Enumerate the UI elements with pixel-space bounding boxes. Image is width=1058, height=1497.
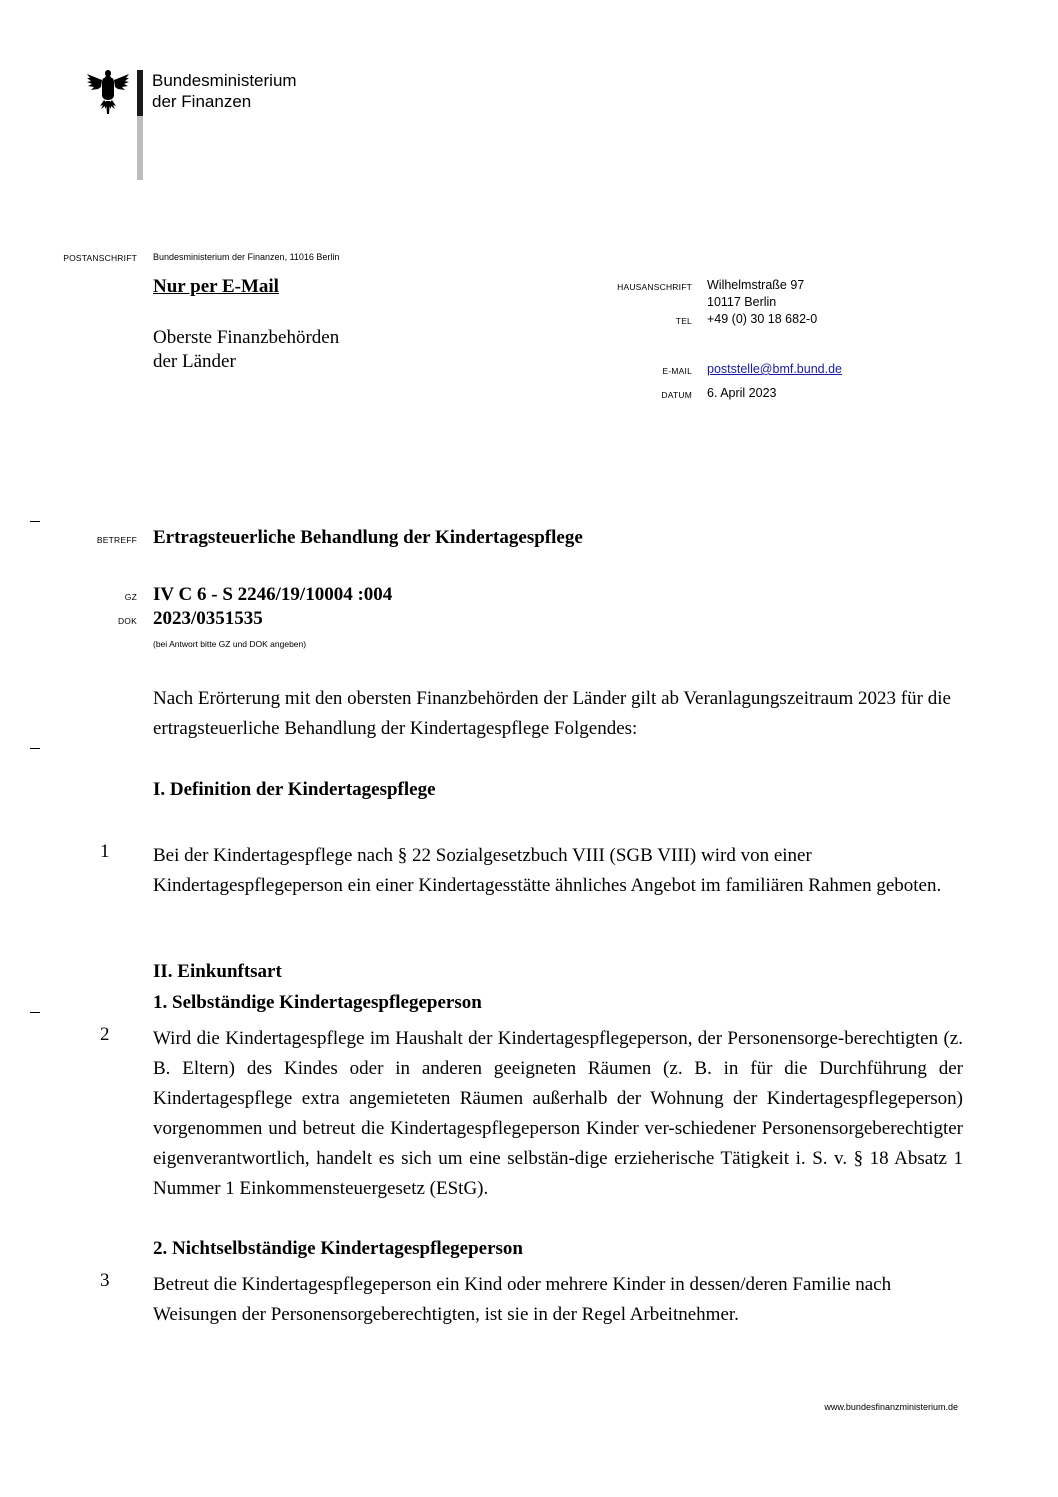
recipient-line1: Oberste Finanzbehörden [153, 327, 340, 348]
fold-mark [30, 521, 40, 522]
dok-label: DOK [117, 616, 137, 626]
paragraph: Bei der Kindertagespflege nach § 22 Sozialgesetzbuch VIII (SGB VIII) wird von einer Kindertagespflegeperson ein einer Kindertagesstätte ähnliches Angebot im familiären Rahmen geboten. [153, 845, 942, 896]
fold-mark [30, 748, 40, 749]
reply-note: (bei Antwort bitte GZ und DOK angeben) [153, 639, 307, 649]
subsection-heading: 1. Selbständige Kindertagespflegeperson [153, 992, 482, 1013]
subsection-heading: 2. Nichtselbständige Kindertagespflegeperson [153, 1238, 523, 1259]
tel-label: TEL [675, 316, 692, 326]
gz-label: GZ [124, 592, 137, 602]
section-heading: II. Einkunftsart [153, 961, 282, 982]
email-link[interactable]: poststelle@bmf.bund.de [707, 362, 842, 376]
datum-label: DATUM [661, 390, 692, 400]
paragraph: Betreut die Kindertagespflegeperson ein Kind oder mehrere Kinder in dessen/deren Familie nach Weisungen der Personensorgeberechtigten, ist sie in der Regel Arbeitnehmer. [153, 1274, 892, 1325]
postanschrift-value: Bundesministerium der Finanzen, 11016 Berlin [153, 252, 340, 262]
betreff-label: BETREFF [96, 535, 137, 545]
margin-number: 3 [100, 1270, 110, 1291]
section-heading: I. Definition der Kindertagespflege [153, 779, 436, 800]
footer-url: www.bundesfinanzministerium.de [824, 1402, 958, 1412]
logo-text-line2: der Finanzen [152, 92, 252, 111]
margin-number: 2 [100, 1024, 110, 1045]
gz-value: IV C 6 - S 2246/19/10004 :004 [153, 584, 393, 605]
sender-street: Wilhelmstraße 97 [707, 278, 805, 292]
sender-city: 10117 Berlin [707, 295, 777, 309]
delivery-note: Nur per E-Mail [153, 276, 279, 297]
intro-paragraph: Nach Erörterung mit den obersten Finanzbehörden der Länder gilt ab Veranlagungszeitraum 2023 für die ertragsteuerliche Behandlung der Kindertagespflege Folgendes: [153, 688, 951, 739]
recipient-line2: der Länder [153, 351, 236, 372]
betreff-value: Ertragsteuerliche Behandlung der Kindertagespflege [153, 527, 583, 548]
logo-text-line1: Bundesministerium [152, 71, 297, 90]
tel-value: +49 (0) 30 18 682-0 [707, 312, 818, 326]
fold-mark [30, 1012, 40, 1013]
federal-eagle-icon [85, 68, 131, 118]
dok-value: 2023/0351535 [153, 608, 263, 629]
margin-number: 1 [100, 841, 110, 862]
logo-divider-bar [137, 70, 143, 180]
email-label: E-MAIL [662, 366, 692, 376]
datum-value: 6. April 2023 [707, 386, 777, 400]
paragraph: Wird die Kindertagespflege im Haushalt der Kindertagespflegeperson, der Personensorge-berechtigten (z. B. Eltern) des Kindes oder in anderen geeigneten Räumen (z. B. in für die Durchführung der Kindertagespflege extra angemieteten Räumen außerhalb der Wohnung der Kindertagespflegeperson) vorgenommen und betreut die Kindertagespflegeperson Kinder ver-schiedener Personensorgeberechtigter eigenverantwortlich, handelt es sich um eine selbstän-dige erzieherische Tätigkeit i. S. v. § 18 Absatz 1 Nummer 1 Einkommensteuergesetz (EStG). [153, 1028, 963, 1199]
hausanschrift-label: HAUSANSCHRIFT [617, 282, 692, 292]
postanschrift-label: POSTANSCHRIFT [63, 253, 137, 263]
